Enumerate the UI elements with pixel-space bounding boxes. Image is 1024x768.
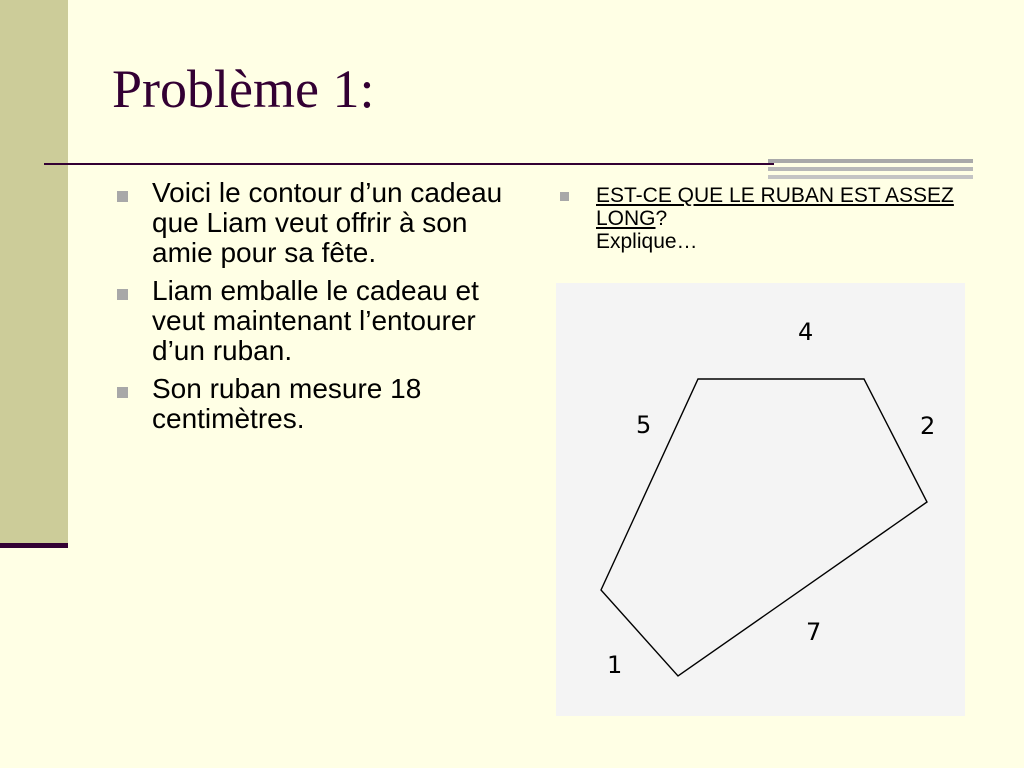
square-bullet-icon	[117, 289, 128, 300]
square-bullet-icon	[117, 387, 128, 398]
left-bullet-list	[112, 178, 532, 442]
pentagon-diagram	[556, 283, 965, 716]
question-bullet	[558, 184, 996, 253]
bullet-text: Liam emballe le cadeau et veut maintenant l’entourer d’un ruban.	[152, 275, 479, 366]
side-label-left-upper: 5	[636, 411, 652, 439]
side-label-top: 4	[798, 318, 814, 346]
side-label-bottom-diagonal: 7	[806, 618, 822, 646]
rule-bar	[768, 175, 973, 179]
pentagon-figure	[556, 283, 965, 716]
slide-title: Problème 1:	[112, 59, 375, 119]
question-mark: ?	[655, 207, 668, 230]
question-link[interactable]: EST-CE QUE LE RUBAN EST ASSEZ LONG	[596, 184, 954, 230]
left-accent-band	[0, 0, 68, 543]
bullet-item	[112, 374, 532, 434]
rule-bar	[768, 159, 973, 163]
title-rule	[44, 163, 774, 165]
side-label-right: 2	[920, 412, 936, 440]
explain-prompt: Explique…	[596, 230, 698, 253]
square-bullet-icon	[117, 191, 128, 202]
bullet-text: Son ruban mesure 18 centimètres.	[152, 373, 422, 434]
bullet-text: Voici le contour d’un cadeau que Liam veut offrir à son amie pour sa fête.	[152, 177, 503, 268]
title-rule-bars	[768, 159, 973, 183]
bullet-item	[112, 276, 532, 366]
bullet-item	[112, 178, 532, 268]
left-accent-line	[0, 543, 68, 548]
rule-bar	[768, 167, 973, 171]
square-bullet-icon	[560, 192, 569, 201]
side-label-left-lower: 1	[607, 651, 623, 679]
